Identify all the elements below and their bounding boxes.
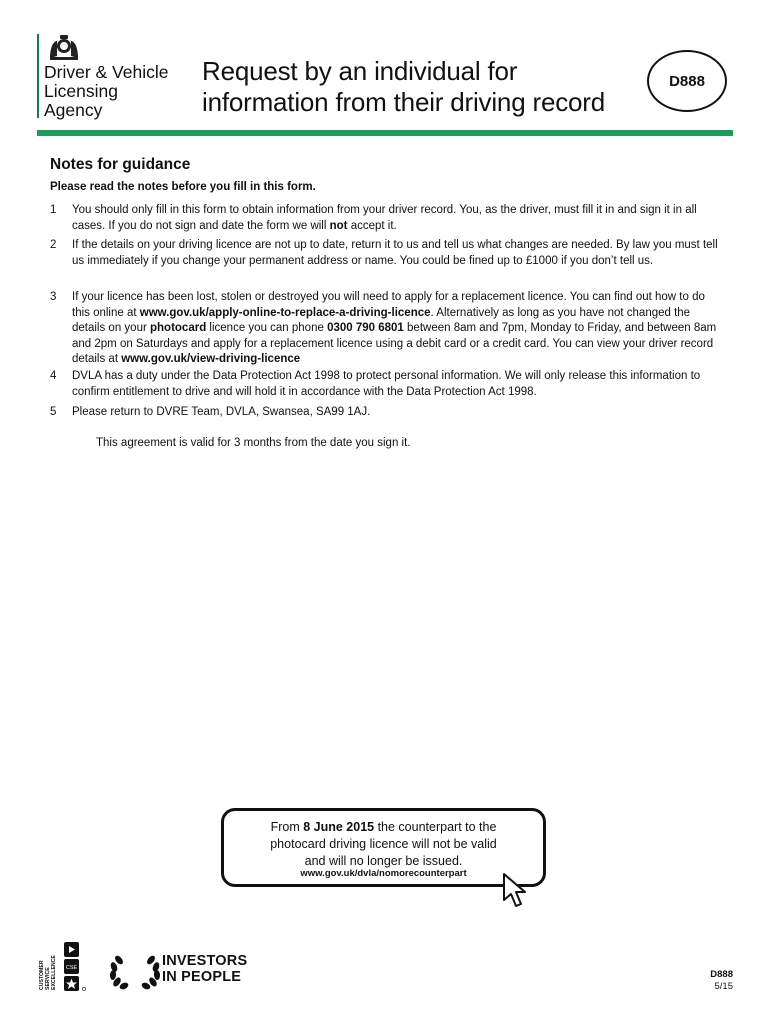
notice-line-2: photocard driving licence will not be valid bbox=[270, 837, 497, 851]
footer-form-date: 5/15 bbox=[714, 981, 733, 992]
agency-line: Licensing bbox=[44, 81, 118, 101]
note-run: accept it. bbox=[347, 219, 397, 232]
agency-name bbox=[44, 63, 169, 120]
note-number: 1 bbox=[50, 204, 57, 216]
title-line: Request by an individual for bbox=[202, 56, 518, 86]
form-code-badge: D888 bbox=[647, 50, 727, 112]
cse-line: EXCELLENCE bbox=[51, 955, 57, 990]
iip-line: INVESTORS bbox=[162, 953, 248, 969]
notice-suffix: the counterpart to the bbox=[374, 820, 497, 834]
cse-line: SERVICE bbox=[45, 967, 51, 990]
note-text bbox=[72, 405, 722, 421]
notice-link[interactable]: www.gov.uk/dvla/nomorecounterpart bbox=[300, 868, 467, 879]
note-run: DVLA has a duty under the Data Protection Act 1998 to protect personal information. We will only release this information to confirm entitlement to drive and will hold it in accordance with the Data Protection Act 1998. bbox=[72, 370, 701, 398]
note-run: If the details on your driving licence are not up to date, return it to us and tell us what changes are needed. By law you must tell us immediately if you change your permanent address or name. You could be fined up to £1000 if you don’t tell us. bbox=[72, 239, 718, 267]
iip-line: IN PEOPLE bbox=[162, 969, 242, 985]
agency-bar bbox=[37, 34, 39, 118]
note-number: 3 bbox=[50, 291, 57, 303]
note-emphasis: photocard bbox=[150, 322, 207, 335]
note-text bbox=[72, 238, 722, 269]
footer-form-code: D888 bbox=[710, 969, 733, 980]
note-emphasis: www.gov.uk/view-driving-licence bbox=[121, 353, 301, 366]
note-text bbox=[72, 369, 722, 400]
note-text bbox=[72, 203, 722, 234]
note-text bbox=[72, 290, 722, 368]
notes-subheading: Please read the notes before you fill in this form. bbox=[50, 181, 316, 193]
cse-line: CUSTOMER bbox=[39, 960, 45, 990]
pointer-cursor-icon bbox=[500, 872, 530, 910]
header-divider bbox=[37, 130, 733, 136]
note-number: 5 bbox=[50, 406, 57, 418]
title-line: information from their driving record bbox=[202, 87, 605, 117]
note-run: licence you can phone bbox=[206, 322, 328, 335]
counterpart-notice-text bbox=[221, 819, 546, 870]
notice-date: 8 June 2015 bbox=[303, 820, 375, 834]
agency-line: Driver & Vehicle bbox=[44, 62, 169, 82]
note-run: You should only fill in this form to obtain information from your driver record. You, as the driver, must fill it in and sign it in all cases. If you do not sign and date the form we will bbox=[72, 204, 697, 232]
investors-in-people-laurel-icon bbox=[105, 950, 165, 990]
customer-service-excellence-logo bbox=[36, 942, 98, 992]
note-run: between 8am and 7pm, Monday to Friday, and between 8am and 2pm on Saturdays and apply for a replacement licence using a debit card or a credit card. You can view your driver record details at bbox=[72, 322, 717, 366]
agency-line: Agency bbox=[44, 100, 103, 120]
page-title bbox=[202, 56, 605, 118]
note-number: 2 bbox=[50, 239, 57, 251]
notice-line-1 bbox=[221, 819, 546, 836]
investors-in-people-text bbox=[162, 953, 247, 985]
note-number: 4 bbox=[50, 370, 57, 382]
agreement-text: This agreement is valid for 3 months from the date you sign it. bbox=[96, 437, 411, 449]
note-emphasis: www.gov.uk/apply-online-to-replace-a-driving-licence bbox=[139, 306, 431, 319]
notice-prefix: From bbox=[270, 820, 304, 834]
notes-heading: Notes for guidance bbox=[50, 156, 191, 173]
cse-badge-text: CSE bbox=[65, 965, 78, 971]
notice-line-3: and will no longer be issued. bbox=[304, 854, 463, 868]
note-emphasis: not bbox=[329, 219, 348, 232]
note-run: If your licence has been lost, stolen or destroyed you will need to apply for a replacement licence. You can find out how to do this online at bbox=[72, 291, 705, 319]
note-emphasis: 0300 790 6801 bbox=[327, 322, 404, 335]
note-run: Please return to DVRE Team, DVLA, Swansea, SA99 1AJ. bbox=[72, 406, 371, 418]
royal-crest-logo bbox=[44, 32, 84, 62]
note-run: . Alternatively as long as you have not changed the details on your bbox=[72, 306, 691, 335]
